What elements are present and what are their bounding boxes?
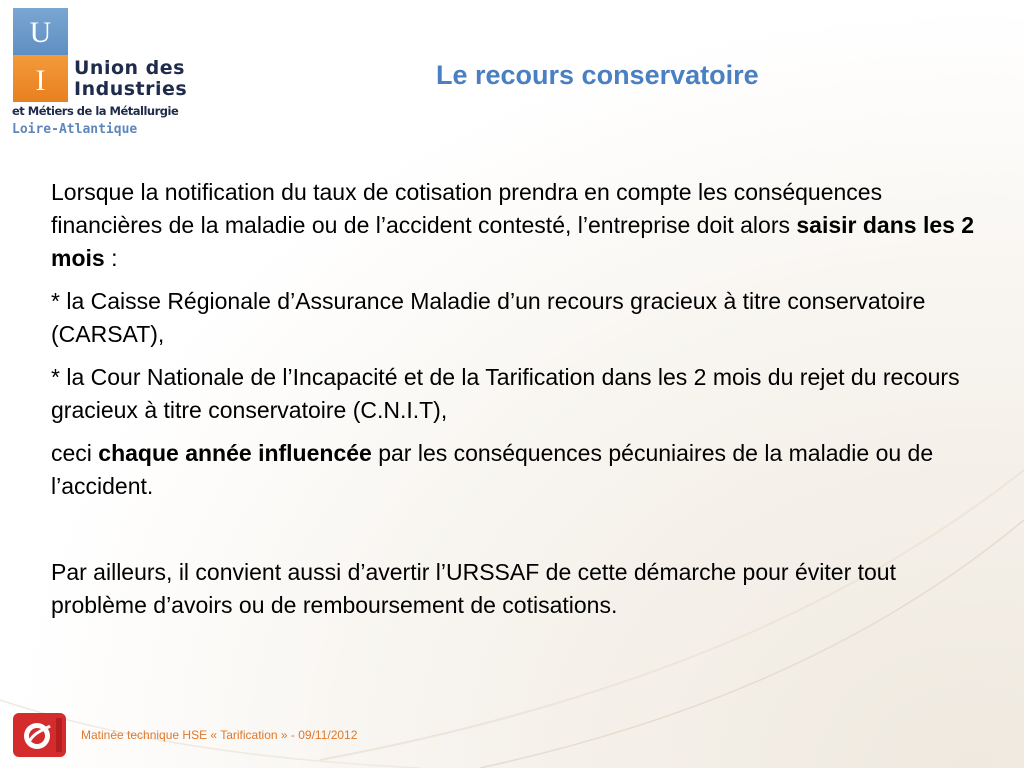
paragraph-carsat: * la Caisse Régionale d’Assurance Maladie d’un recours gracieux à titre conservatoire (CARSAT), — [51, 288, 926, 347]
logo-name-line2: Industries — [74, 78, 188, 100]
logo-letter-u: U — [29, 16, 52, 49]
logo-subtitle: et Métiers de la Métallurgie — [12, 104, 179, 118]
paragraph-notification-text: Lorsque la notification du taux de cotisation prendra en compte les conséquences financières de la maladie ou de l’accident contesté, l’entreprise doit alors — [51, 179, 883, 238]
emphasis-deadline: saisir dans les 2 mois — [51, 212, 975, 271]
footer-caption: Matinée technique HSE « Tarification » - 09/11/2012 — [81, 728, 358, 742]
logo-region: Loire-Atlantique — [12, 122, 138, 137]
paragraph-notification — [51, 176, 981, 275]
paragraph-yearly-end: par les conséquences pécuniaires de la maladie ou de l’accident. — [51, 440, 934, 499]
organization-logo — [8, 6, 198, 144]
logo-letter-i: I — [35, 64, 46, 97]
paragraph-notification-end: : — [104, 245, 118, 271]
logo-name-line1: Union des — [74, 57, 185, 79]
emphasis-yearly: chaque année influencée — [98, 440, 372, 466]
paragraph-cnit: * la Cour Nationale de l’Incapacité et de la Tarification dans les 2 mois du rejet du recours gracieux à titre conservatoire (C.N.I.T), — [51, 364, 960, 423]
logo-organization-name — [74, 58, 187, 100]
slide-title: Le recours conservatoire — [436, 60, 759, 90]
paragraph-yearly-start: ceci — [51, 440, 99, 466]
slide-body — [51, 176, 981, 632]
paragraph-yearly — [51, 437, 981, 503]
paragraph-urssaf: Par ailleurs, il convient aussi d’avertir l’URSSAF de cette démarche pour éviter tout problème d’avoirs ou de remboursement de cotisations. — [51, 559, 896, 618]
red-round-badge-icon — [12, 712, 67, 758]
ui-monogram — [13, 8, 68, 102]
